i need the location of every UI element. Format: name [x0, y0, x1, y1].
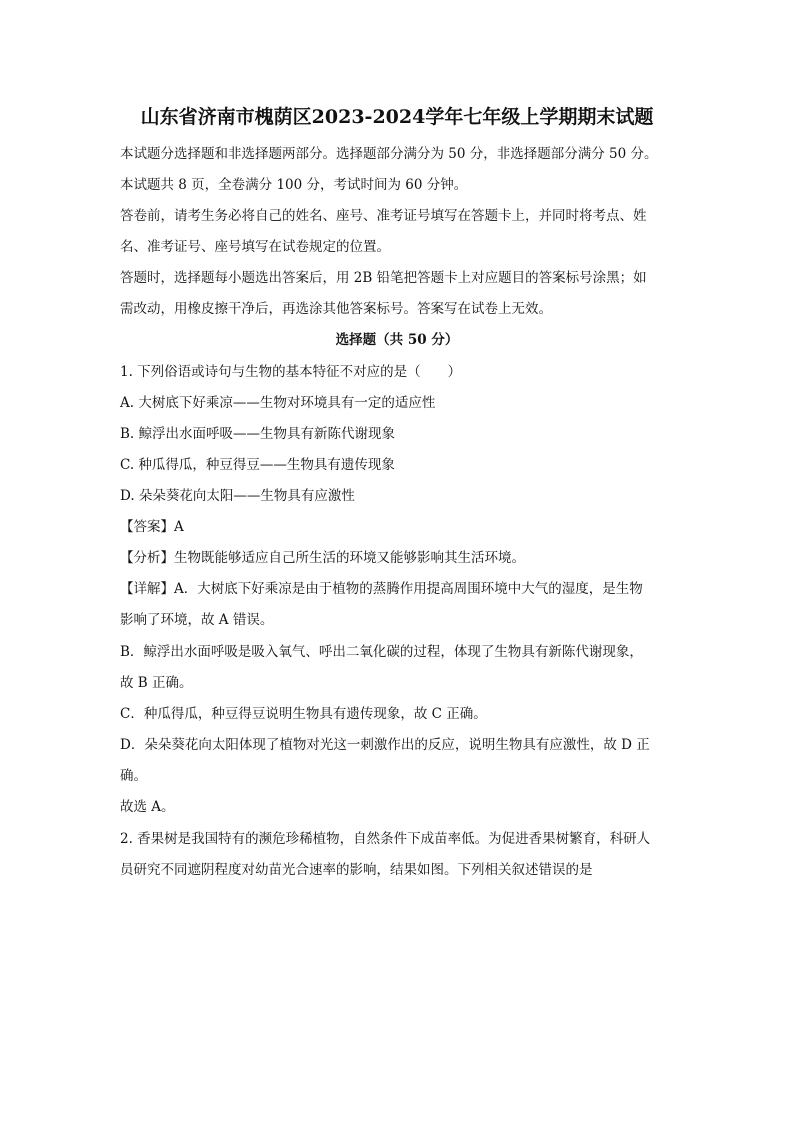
question-1-detail-line-6: D．朵朵葵花向太阳体现了植物对光这一刺激作出的反应，说明生物具有应激性，故 D 正	[120, 737, 650, 753]
intro-line-2: 本试题共 8 页，全卷满分 100 分，考试时间为 60 分钟。	[120, 177, 468, 193]
question-1-answer: 【答案】A	[120, 519, 184, 535]
question-1-detail-line-8: 故选 A。	[120, 799, 175, 815]
question-2-stem-line-2: 员研究不同遮阴程度对幼苗光合速率的影响，结果如图。下列相关叙述错误的是	[120, 862, 593, 878]
section-heading: 选择题（共 50 分）	[335, 332, 459, 348]
intro-line-3: 答卷前，请考生务必将自己的姓名、座号、准考证号填写在答题卡上，并同时将考点、姓	[120, 208, 647, 224]
question-1-analysis: 【分析】生物既能够适应自己所生活的环境又能够影响其生活环境。	[120, 550, 525, 566]
question-2-stem-line-1: 2. 香果树是我国特有的濒危珍稀植物，自然条件下成苗率低。为促进香果树繁育，科研人	[120, 831, 651, 847]
question-1-option-d: D. 朵朵葵花向太阳——生物具有应激性	[120, 488, 355, 504]
question-1-stem: 1. 下列俗语或诗句与生物的基本特征不对应的是（ ）	[120, 364, 462, 380]
question-1-detail-line-2: 影响了环境，故 A 错误。	[120, 612, 274, 628]
question-1-detail-line-3: B．鲸浮出水面呼吸是吸入氧气、呼出二氧化碳的过程，体现了生物具有新陈代谢现象，	[120, 644, 643, 660]
question-1-option-b: B. 鲸浮出水面呼吸——生物具有新陈代谢现象	[120, 426, 396, 442]
question-1-option-a: A. 大树底下好乘凉——生物对环境具有一定的适应性	[120, 395, 436, 411]
intro-line-5: 答题时，选择题每小题选出答案后，用 2B 铅笔把答题卡上对应题目的答案标号涂黑；如	[120, 270, 647, 286]
intro-line-1: 本试题分选择题和非选择题两部分。选择题部分满分为 50 分，非选择题部分满分 50 分。	[120, 146, 658, 162]
question-1-detail-line-1: 【详解】A．大树底下好乘凉是由于植物的蒸腾作用提高周围环境中大气的湿度，是生物	[120, 581, 643, 597]
question-1-option-c: C. 种瓜得瓜，种豆得豆——生物具有遗传现象	[120, 457, 395, 473]
intro-line-6: 需改动，用橡皮擦干净后，再选涂其他答案标号。答案写在试卷上无效。	[120, 301, 552, 317]
question-1-detail-line-4: 故 B 正确。	[120, 675, 193, 691]
intro-line-4: 名、准考证号、座号填写在试卷规定的位置。	[120, 239, 390, 255]
document-title: 山东省济南市槐荫区2023-2024学年七年级上学期期末试题	[140, 106, 654, 128]
question-1-detail-line-7: 确。	[120, 768, 147, 784]
question-1-detail-line-5: C．种瓜得瓜，种豆得豆说明生物具有遗传现象，故 C 正确。	[120, 706, 487, 722]
